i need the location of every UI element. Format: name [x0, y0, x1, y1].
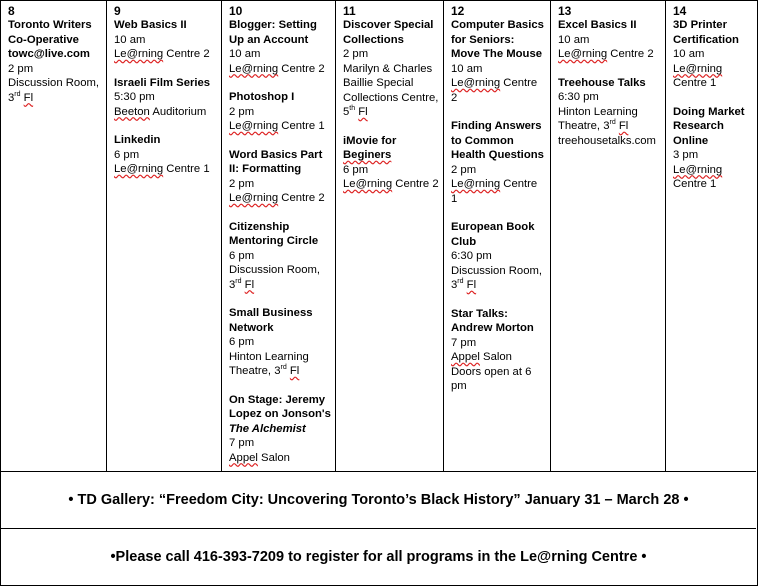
- event-item: [673, 18, 752, 91]
- event-detail: treehousetalks.com: [558, 134, 656, 147]
- event-title: Toronto Writers Co-Operative: [8, 19, 92, 46]
- event-item: [114, 133, 217, 177]
- event-item: [343, 18, 439, 120]
- day-column: [1, 1, 107, 471]
- event-detail: Discussion Room, 3rd Fl: [451, 264, 543, 291]
- day-number: 12: [451, 4, 465, 18]
- event-item: [451, 119, 546, 206]
- event-detail: 6 pm: [343, 163, 369, 176]
- event-detail: Le@rning Centre 1: [229, 120, 325, 132]
- event-detail: Beeton Auditorium: [114, 105, 207, 118]
- event-item: [343, 134, 439, 192]
- event-detail: 3 pm: [673, 149, 699, 161]
- event-detail: 2 pm: [229, 105, 255, 118]
- day-number: 13: [558, 4, 572, 18]
- event-title: Word Basics Part II: Formatting: [229, 148, 323, 175]
- event-item: [451, 220, 546, 293]
- event-detail: 6:30 pm: [451, 250, 492, 262]
- event-detail: 10 am: [114, 33, 146, 46]
- event-detail: Le@rning Centre 2: [229, 192, 325, 204]
- event-title: On Stage: Jeremy Lopez on Jonson's The Alchemist: [229, 393, 331, 435]
- event-title: 3D Printer Certification: [673, 19, 739, 46]
- event-title: Finding Answers to Common Health Questions: [451, 120, 544, 161]
- register-banner: [1, 528, 756, 585]
- event-detail: Discussion Room, 3rd Fl: [229, 264, 321, 291]
- event-detail: 6 pm: [229, 249, 255, 262]
- event-title: Web Basics II: [114, 19, 187, 31]
- event-detail: 10 am: [451, 62, 483, 75]
- event-title: Excel Basics II: [558, 19, 637, 31]
- event-detail: 2 pm: [451, 163, 477, 176]
- event-detail: Appel Salon: [229, 451, 290, 464]
- event-title: Photoshop I: [229, 91, 295, 103]
- event-item: [8, 18, 102, 105]
- event-item: [673, 105, 752, 192]
- event-detail: Doors open at 6 pm: [451, 365, 532, 392]
- event-item: [229, 18, 331, 76]
- day-column: [666, 1, 756, 471]
- event-title: Small Business Network: [229, 307, 313, 334]
- event-detail: Hinton Learning Theatre, 3rd Fl: [558, 105, 638, 132]
- event-item: [229, 306, 331, 379]
- event-detail: Le@rning Centre 2: [558, 48, 654, 60]
- event-title: Discover Special Collections: [343, 19, 434, 46]
- day-number: 10: [229, 4, 243, 18]
- event-item: [114, 18, 217, 62]
- event-detail: 7 pm: [451, 336, 477, 349]
- event-title: iMovie for Beginers: [343, 134, 397, 161]
- event-item: [558, 18, 661, 62]
- event-detail: 2 pm: [343, 48, 369, 60]
- event-detail: Appel Salon: [451, 351, 512, 363]
- event-title: Star Talks: Andrew Morton: [451, 307, 534, 334]
- event-detail: 10 am: [673, 48, 705, 60]
- event-detail: Le@rning Centre 1: [451, 178, 538, 205]
- event-item: [558, 76, 661, 149]
- event-item: [114, 76, 217, 120]
- event-detail: 10 am: [229, 48, 261, 60]
- event-item: [229, 90, 331, 134]
- event-item: [229, 393, 331, 466]
- event-detail: 6:30 pm: [558, 91, 599, 103]
- event-detail: 2 pm: [229, 177, 255, 190]
- gallery-banner: [1, 471, 756, 528]
- event-item: [229, 220, 331, 293]
- calendar-week: [1, 1, 756, 471]
- event-detail: Marilyn & Charles Baillie Special Collections Centre, 5th Fl: [343, 62, 439, 118]
- day-column: [551, 1, 666, 471]
- event-detail: Le@rning Centre 1: [673, 62, 723, 89]
- event-detail: Le@rning Centre 2: [114, 48, 210, 60]
- event-title: Citizenship Mentoring Circle: [229, 220, 319, 247]
- day-column: [222, 1, 336, 471]
- event-detail: Le@rning Centre 1: [673, 163, 723, 190]
- day-number: 14: [673, 4, 687, 18]
- event-detail: 7 pm: [229, 437, 255, 449]
- day-column: [107, 1, 222, 471]
- event-item: [451, 307, 546, 394]
- event-title: Treehouse Talks: [558, 76, 646, 89]
- event-title: Israeli Film Series: [114, 76, 211, 89]
- event-item: [229, 148, 331, 206]
- gallery-banner-text: • TD Gallery: “Freedom City: Uncovering Toronto’s Black History” January 31 – March 28 •: [68, 492, 689, 508]
- event-detail: 10 am: [558, 33, 590, 46]
- event-item: [451, 18, 546, 105]
- day-column: [336, 1, 444, 471]
- event-detail: Le@rning Centre 2: [343, 178, 439, 190]
- event-detail: Le@rning Centre 1: [114, 163, 210, 175]
- event-detail: Discussion Room, 3rd Fl: [8, 77, 100, 104]
- day-column: [444, 1, 551, 471]
- event-title: European Book Club: [451, 221, 535, 248]
- register-banner-text: •Please call 416-393-7209 to register for all programs in the Le@rning Centre •: [110, 549, 647, 565]
- event-detail: Le@rning Centre 2: [451, 77, 538, 104]
- event-detail: 2 pm: [8, 62, 34, 75]
- day-number: 8: [8, 4, 15, 18]
- event-detail: 6 pm: [229, 336, 255, 348]
- event-title: Blogger: Setting Up an Account: [229, 19, 317, 46]
- event-detail: Hinton Learning Theatre, 3rd Fl: [229, 350, 309, 377]
- event-title: Linkedin: [114, 134, 161, 146]
- event-title: Computer Basics for Seniors: Move The Mouse: [451, 19, 544, 60]
- day-number: 9: [114, 4, 121, 18]
- event-detail: 6 pm: [114, 148, 140, 161]
- event-detail: Le@rning Centre 2: [229, 62, 325, 75]
- event-title: Doing Market Research Online: [673, 105, 745, 147]
- event-detail: towc@live.com: [8, 48, 90, 60]
- day-number: 11: [343, 4, 356, 18]
- event-detail: 5:30 pm: [114, 91, 155, 103]
